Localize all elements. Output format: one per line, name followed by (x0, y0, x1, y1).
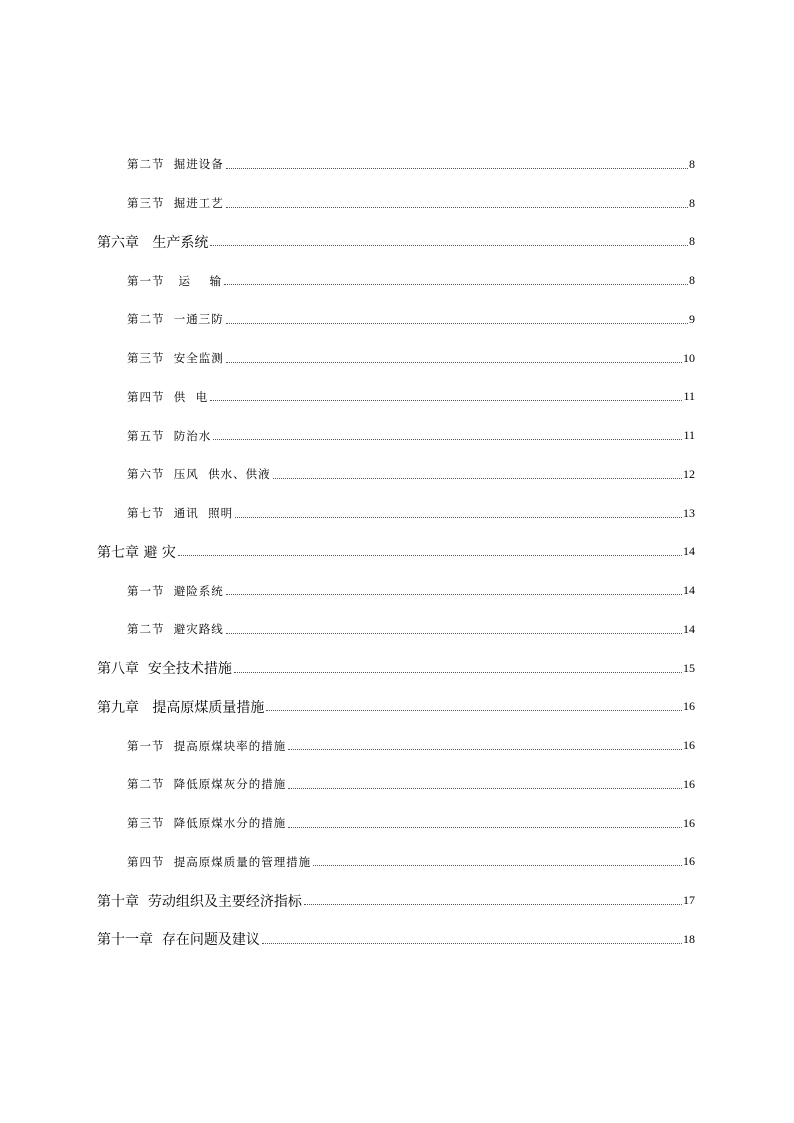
dot-leader (224, 284, 688, 285)
toc-page-number: 14 (683, 544, 695, 559)
toc-entry[interactable] (97, 610, 695, 649)
toc-page-number: 10 (683, 350, 695, 365)
toc-entry-label: 第一节 提高原煤块率的措施 (127, 738, 287, 753)
toc-entry[interactable] (97, 533, 695, 572)
dot-leader (210, 245, 688, 246)
toc-page-number: 16 (683, 699, 695, 714)
toc-page-number: 16 (683, 854, 695, 869)
dot-leader (288, 827, 682, 828)
toc-entry-label: 第七节 通讯 照明 (127, 506, 234, 521)
toc-entry[interactable] (97, 223, 695, 262)
dot-leader (234, 672, 682, 673)
toc-entry[interactable] (97, 920, 695, 959)
toc-entry[interactable] (97, 184, 695, 223)
toc-page-number: 8 (689, 273, 695, 288)
toc-page-number: 8 (689, 156, 695, 171)
dot-leader (288, 788, 682, 789)
toc-entry[interactable] (97, 843, 695, 882)
dot-leader (210, 400, 682, 401)
toc-page-number: 15 (683, 660, 695, 675)
toc-entry[interactable] (97, 145, 695, 184)
toc-page-number: 8 (689, 234, 695, 249)
toc-entry-label: 第四节 提高原煤质量的管理措施 (127, 854, 312, 869)
toc-page-number: 11 (683, 428, 695, 443)
dot-leader (262, 943, 682, 944)
toc-entry-label: 第一节 避险系统 (127, 583, 224, 598)
toc-page-number: 16 (683, 776, 695, 791)
toc-entry[interactable] (97, 378, 695, 417)
dot-leader (273, 478, 682, 479)
toc-page-number: 11 (683, 389, 695, 404)
dot-leader (213, 439, 682, 440)
dot-leader (226, 168, 688, 169)
toc-entry-label: 第一节 运 输 (127, 273, 223, 288)
toc-entry-label: 第六章 生产系统 (97, 234, 209, 251)
dot-leader (266, 710, 682, 711)
toc-entry[interactable] (97, 300, 695, 339)
toc-entry[interactable] (97, 261, 695, 300)
toc-page-number: 12 (683, 466, 695, 481)
toc-entry[interactable] (97, 649, 695, 688)
toc-entry[interactable] (97, 804, 695, 843)
toc-entry-label: 第八章 安全技术措施 (97, 661, 232, 678)
dot-leader (226, 323, 688, 324)
dot-leader (178, 555, 682, 556)
toc-entry-label: 第二节 掘进设备 (127, 157, 224, 172)
toc-entry[interactable] (97, 765, 695, 804)
toc-page-number: 16 (683, 815, 695, 830)
toc-entry-label: 第十章 劳动组织及主要经济指标 (97, 893, 302, 910)
dot-leader (226, 362, 682, 363)
dot-leader (288, 749, 682, 750)
toc-entry[interactable] (97, 339, 695, 378)
toc-page-number: 14 (683, 583, 695, 598)
toc-page-number: 18 (683, 931, 695, 946)
toc-entry-label: 第五节 防治水 (127, 428, 212, 443)
toc-page-number: 16 (683, 738, 695, 753)
table-of-contents (97, 145, 695, 959)
dot-leader (304, 904, 682, 905)
toc-entry-label: 第二节 一通三防 (127, 312, 224, 327)
dot-leader (226, 594, 682, 595)
toc-entry-label: 第二节 避灾路线 (127, 622, 224, 637)
toc-entry-label: 第二节 降低原煤灰分的措施 (127, 777, 287, 792)
toc-page-number: 17 (683, 893, 695, 908)
toc-entry-label: 第十一章 存在问题及建议 (97, 932, 260, 949)
toc-entry[interactable] (97, 571, 695, 610)
toc-page-number: 13 (683, 505, 695, 520)
toc-entry[interactable] (97, 881, 695, 920)
dot-leader (226, 633, 682, 634)
toc-entry-label: 第三节 掘进工艺 (127, 196, 224, 211)
toc-page-number: 8 (689, 195, 695, 210)
toc-entry-label: 第七章 避 灾 (97, 544, 176, 561)
toc-entry-label: 第三节 安全监测 (127, 351, 224, 366)
dot-leader (313, 865, 682, 866)
toc-page-number: 9 (689, 311, 695, 326)
toc-page-number: 14 (683, 621, 695, 636)
dot-leader (226, 207, 688, 208)
toc-entry-label: 第四节 供 电 (127, 389, 209, 404)
dot-leader (235, 517, 682, 518)
toc-entry[interactable] (97, 494, 695, 533)
toc-entry[interactable] (97, 455, 695, 494)
toc-entry-label: 第六节 压风 供水、供液 (127, 467, 271, 482)
toc-entry[interactable] (97, 726, 695, 765)
toc-entry[interactable] (97, 416, 695, 455)
toc-entry-label: 第九章 提高原煤质量措施 (97, 699, 265, 716)
toc-entry-label: 第三节 降低原煤水分的措施 (127, 816, 287, 831)
toc-entry[interactable] (97, 688, 695, 727)
